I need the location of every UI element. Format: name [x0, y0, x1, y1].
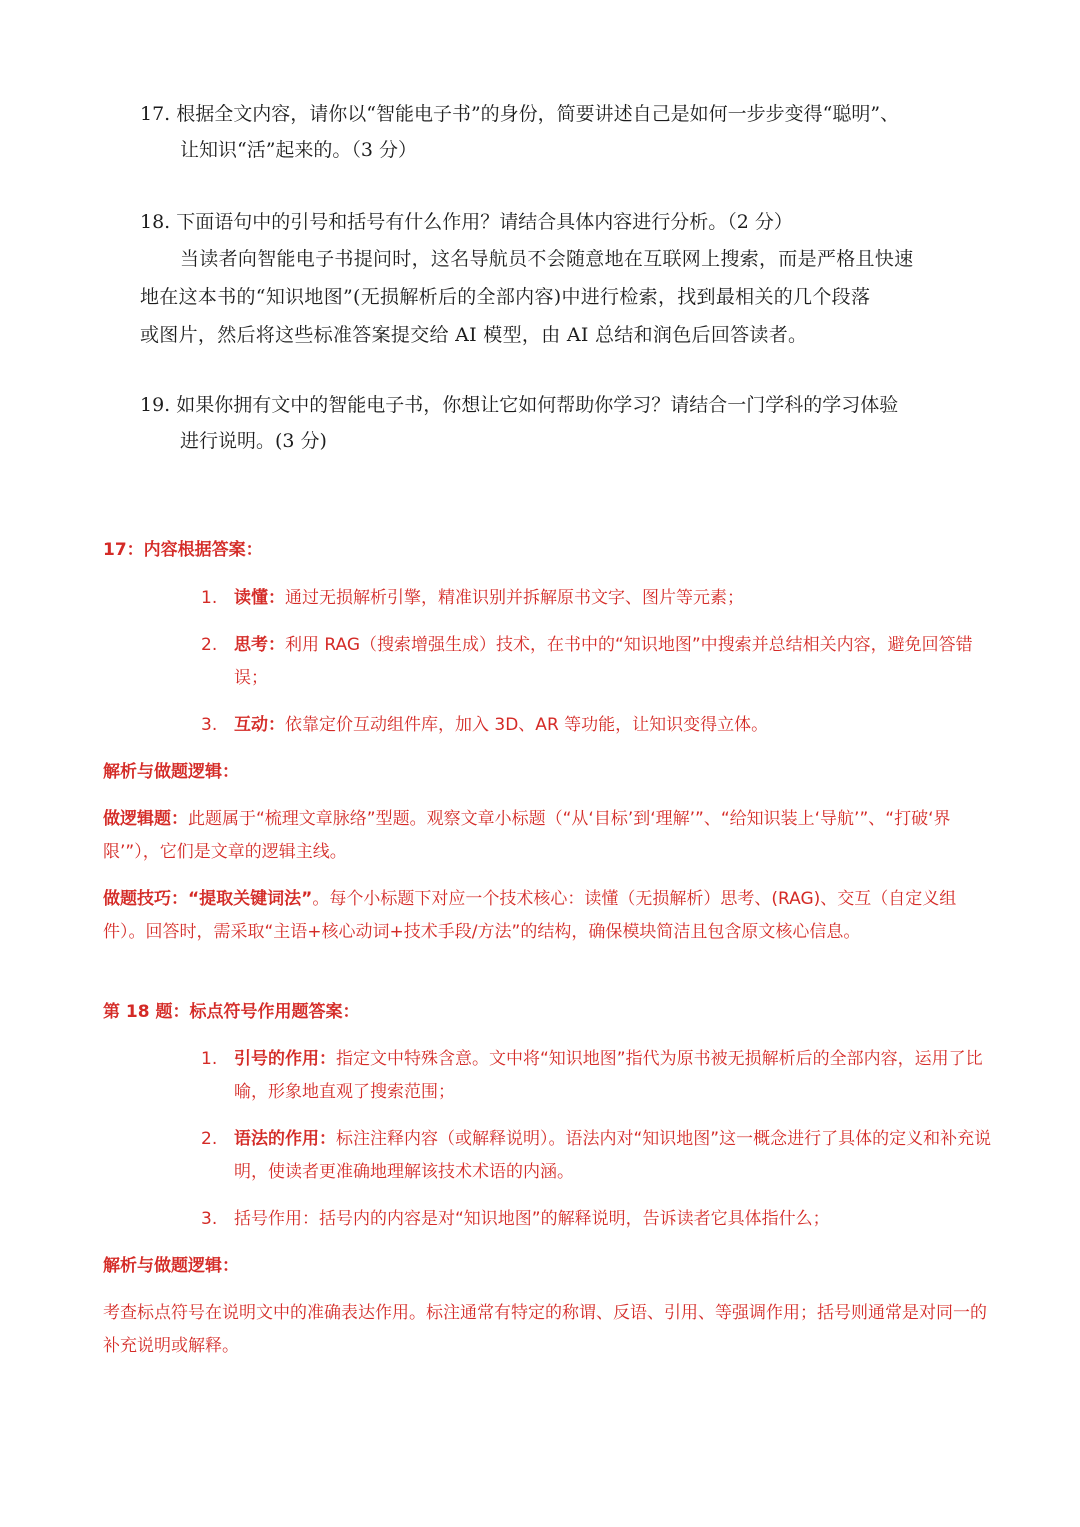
question-18-quote-line-3: 或图片，然后将这些标准答案提交给 AI 模型，由 AI 总结和润色后回答读者。 — [140, 324, 808, 346]
list-number: 3. — [201, 715, 218, 735]
answer-18-analysis-paragraph: 考查标点符号在说明文中的准确表达作用。标注通常有特定的称谓、反语、引用、等强调作用；括号则通常是对同一的补充说明或解释。 — [103, 1303, 987, 1356]
answer-17-item-1-text: 通过无损解析引擎，精准识别并拆解原书文字、图片等元素； — [285, 588, 744, 608]
question-19-line-1: 19. 如果你拥有文中的智能电子书，你想让它如何帮助你学习？请结合一门学科的学习体验 — [140, 394, 899, 416]
answer-17-logic-label: 做逻辑题： — [103, 809, 188, 829]
question-18 — [140, 204, 960, 354]
answer-17-logic-text: 此题属于“梳理文章脉络”型题。观察文章小标题（“从‘目标’到‘理解’”、“给知识装上‘导航’”、“打破‘界限’”），它们是文章的逻辑主线。 — [103, 809, 951, 862]
question-17 — [140, 96, 960, 168]
answer-17-item-1-label: 读懂： — [234, 588, 285, 608]
question-19 — [140, 387, 960, 459]
answer-18-item-3-text: 括号作用：括号内的内容是对“知识地图”的解释说明，告诉读者它具体指什么； — [234, 1209, 830, 1229]
question-18-quote-line-1: 当读者向智能电子书提问时，这名导航员不会随意地在互联网上搜索，而是严格且快速 — [180, 248, 914, 270]
question-18-line-1: 18. 下面语句中的引号和括号有什么作用？请结合具体内容进行分析。（2 分） — [140, 211, 793, 233]
answer-18-item-3 — [103, 1203, 993, 1236]
answer-17-tip-text: 。每个小标题下对应一个技术核心：读懂（无损解析）思考、(RAG)、交互（自定义组件）。回答时，需采取“主语+核心动词+技术手段/方法”的结构，确保模块简洁且包含原文核心信息。 — [103, 889, 957, 942]
answer-17-tip-label: 做题技巧： — [103, 889, 188, 909]
answer-18-section — [103, 996, 993, 1363]
answer-17-item-3-label: 互动： — [234, 715, 285, 735]
answer-18-item-2-text: 标注注释内容（或解释说明）。语法内对“知识地图”这一概念进行了具体的定义和补充说明，使读者更准确地理解该技术术语的内涵。 — [234, 1129, 992, 1182]
question-18-quote-line-2: 地在这本书的“知识地图”(无损解析后的全部内容)中进行检索，找到最相关的几个段落 — [140, 286, 871, 308]
list-number: 3. — [201, 1209, 218, 1229]
answer-17-item-2-label: 思考： — [234, 635, 285, 655]
answer-17-section — [103, 534, 993, 949]
answer-17-item-2-text: 利用 RAG（搜索增强生成）技术，在书中的“知识地图”中搜索并总结相关内容，避免回答错误； — [234, 635, 973, 688]
answer-17-analysis-heading: 解析与做题逻辑： — [103, 762, 239, 782]
answer-17-item-3 — [103, 709, 993, 742]
answer-18-item-1-label: 引号的作用： — [234, 1049, 336, 1069]
question-19-line-2: 进行说明。(3 分) — [180, 430, 327, 452]
answer-17-item-1 — [103, 582, 993, 615]
answer-18-analysis-heading: 解析与做题逻辑： — [103, 1256, 239, 1276]
answer-18-heading: 第 18 题：标点符号作用题答案： — [103, 1002, 360, 1022]
question-17-line-1: 17. 根据全文内容，请你以“智能电子书”的身份，简要讲述自己是如何一步步变得“聪明”、 — [140, 103, 900, 125]
answer-17-item-2 — [103, 629, 993, 695]
answer-17-logic-paragraph — [103, 803, 993, 869]
answer-17-tip-paragraph — [103, 883, 993, 949]
answer-17-tip-bold: “提取关键词法” — [188, 889, 313, 909]
answer-17-item-3-text: 依靠定价互动组件库，加入 3D、AR 等功能，让知识变得立体。 — [285, 715, 769, 735]
answer-18-item-1-text: 指定文中特殊含意。文中将“知识地图”指代为原书被无损解析后的全部内容，运用了比喻，形象地直观了搜索范围； — [234, 1049, 983, 1102]
list-number: 1. — [201, 1049, 218, 1069]
list-number: 2. — [201, 635, 218, 655]
list-number: 2. — [201, 1129, 218, 1149]
question-17-line-2: 让知识“活”起来的。（3 分） — [180, 139, 418, 161]
answer-18-item-2 — [103, 1123, 993, 1189]
list-number: 1. — [201, 588, 218, 608]
answer-18-item-1 — [103, 1043, 993, 1109]
answer-17-heading: 17：内容根据答案： — [103, 540, 263, 560]
answer-18-item-2-label: 语法的作用： — [234, 1129, 336, 1149]
